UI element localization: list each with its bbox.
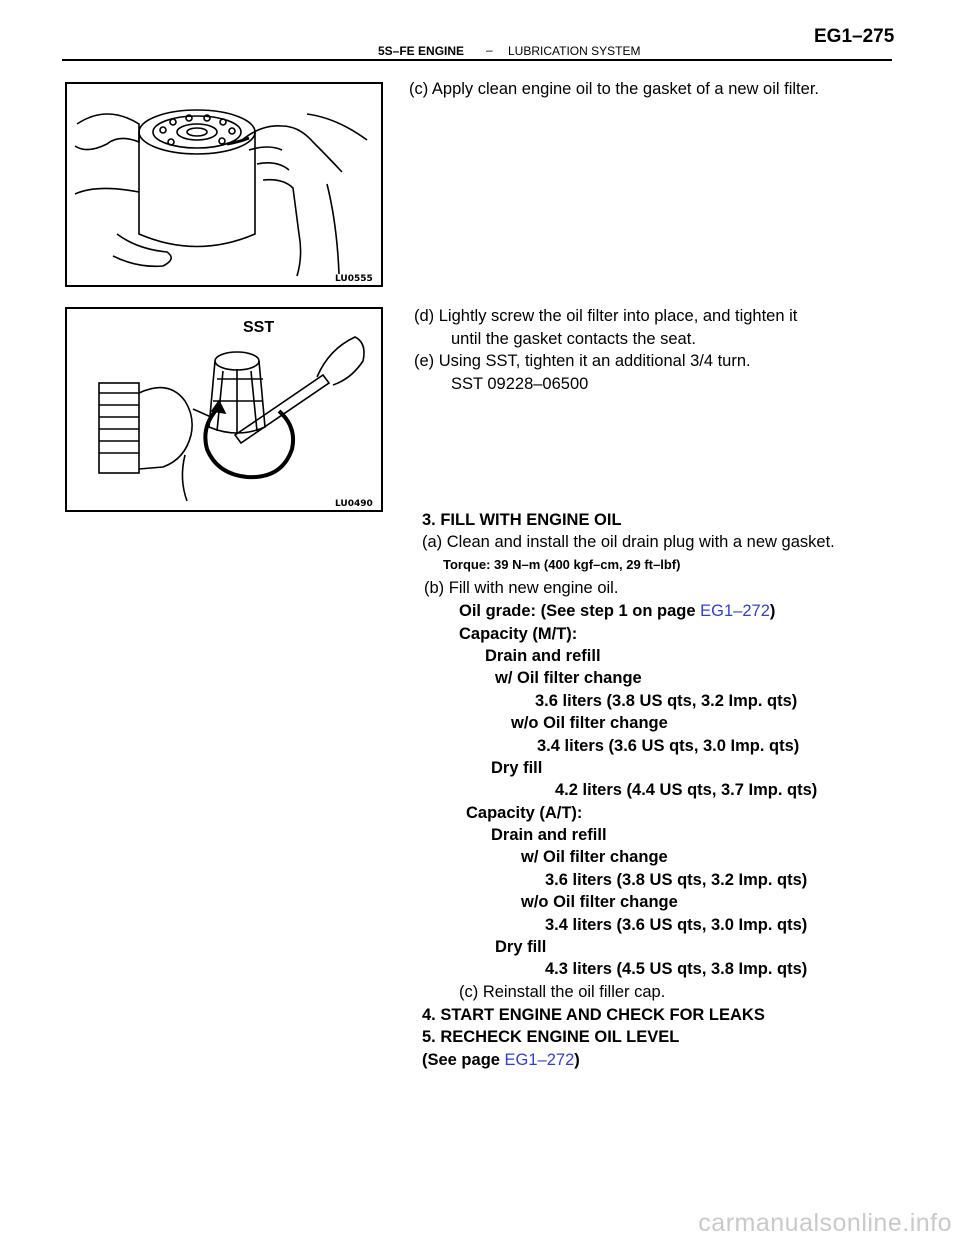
see-page-reference: [422, 1051, 580, 1070]
header-rule: [62, 59, 892, 61]
header-separator: –: [486, 43, 493, 57]
mt-dry-fill: Dry fill: [491, 759, 543, 777]
watermark: carmanualsonline.info: [698, 1209, 952, 1237]
at-with-filter-value: 3.6 liters (3.8 US qts, 3.2 Imp. qts): [545, 871, 808, 889]
oil-grade-text: Oil grade: (See step 1 on page: [459, 602, 701, 620]
sst-number: SST 09228–06500: [451, 375, 589, 393]
capacity-mt-heading: Capacity (M/T):: [459, 625, 578, 643]
figure-sst-wrench: [65, 307, 383, 512]
section-title: 5S–FE ENGINE: [378, 44, 465, 58]
step-5-title: 5. RECHECK ENGINE OIL LEVEL: [422, 1028, 680, 1046]
mt-dry-fill-value: 4.2 liters (4.4 US qts, 3.7 Imp. qts): [555, 781, 818, 799]
figure-code: LU0555: [335, 274, 373, 284]
figure-code: LU0490: [335, 499, 373, 509]
oil-grade-close: ): [769, 602, 776, 620]
oil-grade: [459, 602, 775, 621]
at-with-filter: w/ Oil filter change: [521, 848, 668, 866]
sst-filter-wrench-illustration: [67, 309, 381, 510]
mt-without-filter-value: 3.4 liters (3.6 US qts, 3.0 Imp. qts): [537, 737, 800, 755]
oil-filter-gasket-illustration: [67, 84, 381, 285]
at-drain-refill: Drain and refill: [491, 826, 607, 844]
sst-label: SST: [243, 319, 275, 336]
mt-drain-refill: Drain and refill: [485, 647, 601, 665]
figure-oil-filter-gasket: [65, 82, 383, 287]
step-c-apply-oil: (c) Apply clean engine oil to the gasket of a new oil filter.: [409, 80, 819, 98]
step-c-reinstall-cap: (c) Reinstall the oil filler cap.: [459, 983, 666, 1001]
step-b-fill: (b) Fill with new engine oil.: [424, 579, 619, 597]
capacity-at-heading: Capacity (A/T):: [466, 804, 583, 822]
step-a-drain-plug: (a) Clean and install the oil drain plug with a new gasket.: [422, 533, 835, 551]
mt-without-filter: w/o Oil filter change: [511, 714, 668, 732]
step-4-title: 4. START ENGINE AND CHECK FOR LEAKS: [422, 1006, 765, 1024]
see-page-close: ): [574, 1051, 580, 1069]
see-page-text: (See page: [422, 1051, 505, 1069]
step-3-title: 3. FILL WITH ENGINE OIL: [422, 511, 622, 529]
at-without-filter-value: 3.4 liters (3.6 US qts, 3.0 Imp. qts): [545, 916, 808, 934]
subsection-title: LUBRICATION SYSTEM: [508, 44, 641, 58]
oil-grade-page-link[interactable]: EG1–272: [700, 602, 770, 620]
mt-with-filter: w/ Oil filter change: [495, 669, 642, 687]
step-d-line2: until the gasket contacts the seat.: [451, 330, 696, 348]
torque-spec: Torque: 39 N–m (400 kgf–cm, 29 ft–lbf): [443, 557, 681, 572]
mt-with-filter-value: 3.6 liters (3.8 US qts, 3.2 Imp. qts): [535, 692, 798, 710]
at-dry-fill: Dry fill: [495, 938, 547, 956]
see-page-link[interactable]: EG1–272: [504, 1051, 575, 1069]
at-dry-fill-value: 4.3 liters (4.5 US qts, 3.8 Imp. qts): [545, 960, 808, 978]
step-e-line: (e) Using SST, tighten it an additional 3/4 turn.: [414, 352, 751, 370]
at-without-filter: w/o Oil filter change: [521, 893, 678, 911]
step-d-line1: (d) Lightly screw the oil filter into place, and tighten it: [414, 307, 798, 325]
page-number: EG1–275: [814, 26, 895, 47]
